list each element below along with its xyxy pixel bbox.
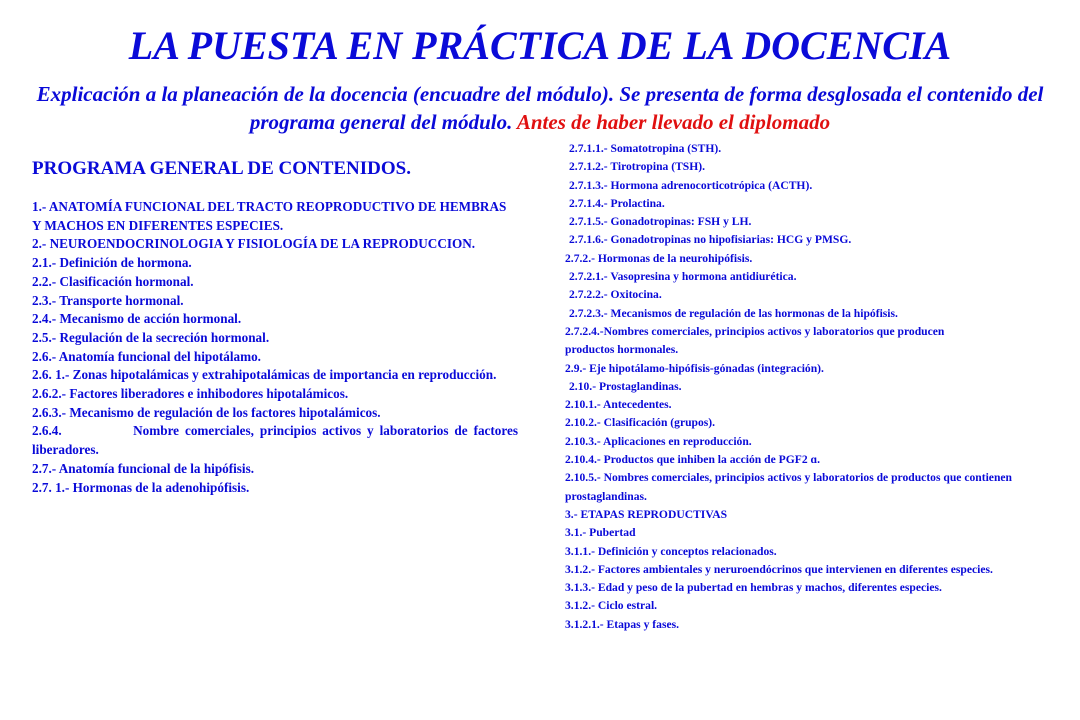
content-item: 2.7.1.6.- Gonadotropinas no hipofisiarias: HCG y PMSG.	[569, 233, 852, 247]
content-item: 2.7.2.3.- Mecanismos de regulación de las hormonas de la hipófisis.	[569, 306, 898, 320]
content-item: 2.7.1.2.- Tirotropina (TSH).	[569, 160, 706, 174]
content-item: 2.7.2.1.- Vasopresina y hormona antidiurética.	[569, 270, 797, 284]
content-item: 2.10.2.- Clasificación (grupos).	[565, 416, 716, 430]
content-item: 2.9.- Eje hipotálamo-hipófisis-gónadas (integración).	[565, 361, 824, 375]
content-item: 1.- ANATOMÍA FUNCIONAL DEL TRACTO REOPRODUCTIVO DE HEMBRAS Y MACHOS EN DIFERENTES ESPECIES.	[32, 199, 507, 233]
content-item: 2.7.1.5.- Gonadotropinas: FSH y LH.	[569, 215, 752, 229]
content-item: 2.10.3.- Aplicaciones en reproducción.	[565, 434, 752, 448]
program-heading: PROGRAMA GENERAL DE CONTENIDOS.	[32, 158, 411, 179]
content-item: 2.6. 1.- Zonas hipotalámicas y extrahipotalámicas de importancia en reproducción.	[32, 367, 497, 383]
content-item: 2.4.- Mecanismo de acción hormonal.	[32, 311, 242, 327]
content-item: productos hormonales.	[565, 343, 679, 357]
content-item: 3.1.- Pubertad	[565, 526, 636, 540]
content-item: 2.6.3.- Mecanismo de regulación de los factores hipotalámicos.	[32, 404, 381, 420]
content-item: 2.7.1.3.- Hormona adrenocorticotrópica (ACTH).	[569, 178, 813, 192]
content-item: 2.7.2.4.-Nombres comerciales, principios activos y laboratorios que producen	[565, 324, 945, 338]
content-item: 3.- ETAPAS REPRODUCTIVAS	[565, 507, 728, 521]
content-item: 3.1.2.- Ciclo estral.	[565, 599, 658, 613]
page-title: LA PUESTA EN PRÁCTICA DE LA DOCENCIA	[128, 23, 952, 68]
content-item: 2.1.- Definición de hormona.	[32, 255, 192, 271]
content-item: 2.10.- Prostaglandinas.	[569, 379, 682, 393]
content-item: 2.7. 1.- Hormonas de la adenohipófisis.	[32, 479, 250, 495]
content-item: 3.1.2.1.- Etapas y fases.	[565, 617, 680, 631]
content-item: 3.1.2.- Factores ambientales y neruroendócrinos que intervienen en diferentes especies.	[565, 562, 993, 576]
content-item: 2.7.1.1.- Somatotropina (STH).	[569, 142, 722, 155]
subtitle-main: Explicación a la planeación de la docencia (encuadre del módulo). Se presenta de forma desglosada el contenido del programa general del módulo.	[36, 82, 1044, 134]
content-item: 2.10.1.- Antecedentes.	[565, 398, 672, 412]
subtitle	[20, 80, 1060, 136]
content-item: 2.10.5.- Nombres comerciales, principios activos y laboratorios de productos que contienen prostaglandinas.	[565, 471, 1012, 503]
content-item: 2.10.4.- Productos que inhiben la acción de PGF2 ɑ.	[565, 453, 821, 467]
content-item: 2.3.- Transporte hormonal.	[32, 292, 184, 308]
content-item: 3.1.3.- Edad y peso de la pubertad en hembras y machos, diferentes especies.	[565, 581, 942, 595]
left-column	[32, 157, 522, 497]
content-item: 3.1.1.- Definición y conceptos relacionados.	[565, 544, 777, 558]
content-item: 2.7.2.- Hormonas de la neurohipófisis.	[565, 251, 753, 265]
content-item: 2.7.1.4.- Prolactina.	[569, 196, 665, 210]
content-item: 2.7.2.2.- Oxitocina.	[569, 288, 662, 302]
content-item: 2.6.2.- Factores liberadores e inhibodores hipotalámicos.	[32, 386, 349, 402]
content-item: 2.6.- Anatomía funcional del hipotálamo.	[32, 348, 261, 364]
content-item: 2.6.4. Nombre comerciales, principios activos y laboratorios de factores liberadores.	[32, 423, 522, 458]
content-item: 2.2.- Clasificación hormonal.	[32, 273, 194, 289]
content-item: 2.5.- Regulación de la secreción hormonal.	[32, 329, 270, 345]
subtitle-note: Antes de haber llevado el diplomado	[516, 110, 831, 134]
content-item: 2.7.- Anatomía funcional de la hipófisis.	[32, 460, 255, 476]
right-column	[565, 140, 1055, 634]
content-item: 2.- NEUROENDOCRINOLOGIA Y FISIOLOGÍA DE LA REPRODUCCION.	[32, 236, 476, 252]
